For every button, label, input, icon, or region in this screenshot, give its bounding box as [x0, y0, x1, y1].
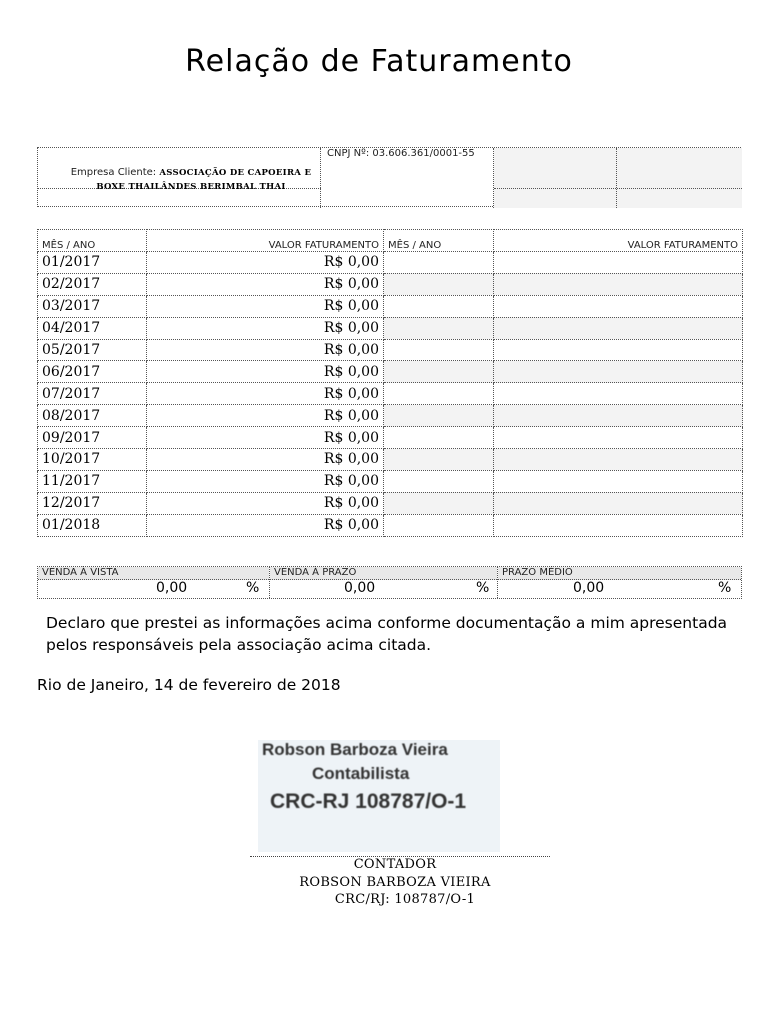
value-cell: R$ 0,00 [147, 295, 384, 317]
empty-cell [494, 514, 743, 536]
empty-cell [384, 427, 494, 449]
col-month-header: MÊS / ANO [38, 230, 147, 252]
value-cell: R$ 0,00 [147, 427, 384, 449]
table-row [38, 470, 743, 492]
declaration-text: Declaro que prestei as informações acima conforme documentação a mim apresentada pelos responsáveis pela associação acima citada. [46, 614, 728, 654]
month-cell: 07/2017 [38, 383, 147, 405]
a-vista-pct: % [246, 580, 260, 596]
empty-cell [494, 317, 743, 339]
signature-crc: CRC/RJ: 108787/O-1 [334, 892, 476, 907]
month-cell: 03/2017 [38, 295, 147, 317]
stamp-line-3: CRC-RJ 108787/O-1 [270, 790, 467, 813]
month-cell: 10/2017 [38, 449, 147, 471]
empty-cell [617, 148, 742, 208]
value-cell: R$ 0,00 [147, 339, 384, 361]
table-row [38, 427, 743, 449]
table-row [38, 252, 743, 274]
month-cell: 12/2017 [38, 492, 147, 514]
empty-cell [494, 252, 743, 274]
stamp-line-1: Robson Barboza Vieira [262, 740, 448, 759]
client-name: ASSOCIAÇÃO DE CAPOEIRA E BOXE THAILÂNDES BERIMBAL THAI [96, 168, 312, 192]
accountant-stamp [258, 740, 500, 852]
table-row [38, 361, 743, 383]
empty-cell [384, 317, 494, 339]
value-cell: R$ 0,00 [147, 383, 384, 405]
table-row [38, 383, 743, 405]
empty-cell [494, 449, 743, 471]
empty-cell [384, 449, 494, 471]
place-date: Rio de Janeiro, 14 de fevereiro de 2018 [37, 676, 341, 694]
empty-cell [384, 273, 494, 295]
empty-cell [494, 273, 743, 295]
signature-role: CONTADOR [353, 857, 437, 872]
month-cell: 01/2018 [38, 514, 147, 536]
table-row [38, 405, 743, 427]
empty-cell [494, 148, 617, 208]
summary-box [37, 566, 742, 599]
table-row [38, 295, 743, 317]
summary-a-prazo [270, 567, 498, 598]
empty-cell [494, 427, 743, 449]
page-title: Relação de Faturamento [185, 44, 573, 79]
empty-cell [384, 514, 494, 536]
value-cell: R$ 0,00 [147, 405, 384, 427]
a-prazo-pct: % [476, 580, 490, 596]
empty-cell [494, 361, 743, 383]
month-cell: 05/2017 [38, 339, 147, 361]
empty-cell [494, 339, 743, 361]
table-row [38, 449, 743, 471]
col-value-header: VALOR FATURAMENTO [147, 230, 384, 252]
value-cell: R$ 0,00 [147, 449, 384, 471]
empty-cell [384, 405, 494, 427]
client-label: Empresa Cliente: [70, 167, 157, 178]
empty-cell [494, 295, 743, 317]
billing-table [37, 229, 743, 537]
month-cell: 04/2017 [38, 317, 147, 339]
value-cell: R$ 0,00 [147, 252, 384, 274]
cnpj-text: CNPJ Nº: 03.606.361/0001-55 [327, 148, 475, 159]
empty-cell [494, 492, 743, 514]
value-cell: R$ 0,00 [147, 361, 384, 383]
value-cell: R$ 0,00 [147, 492, 384, 514]
row-divider [494, 188, 742, 189]
month-cell: 06/2017 [38, 361, 147, 383]
prazo-medio-value: 0,00 [573, 580, 605, 596]
a-prazo-value: 0,00 [344, 580, 376, 596]
table-header-row [38, 230, 743, 252]
prazo-medio-label: PRAZO MÉDIO [498, 567, 741, 580]
empty-cell [384, 295, 494, 317]
empty-cell [384, 470, 494, 492]
empty-cell [494, 383, 743, 405]
summary-a-vista [38, 567, 270, 598]
a-prazo-label: VENDA À PRAZO [270, 567, 497, 580]
empty-cell [494, 405, 743, 427]
month-cell: 02/2017 [38, 273, 147, 295]
stamp-line-2: Contabilista [312, 764, 410, 783]
month-cell: 01/2017 [38, 252, 147, 274]
client-info [56, 166, 326, 194]
empty-cell [494, 470, 743, 492]
value-cell: R$ 0,00 [147, 514, 384, 536]
table-row [38, 492, 743, 514]
prazo-medio-pct: % [718, 580, 732, 596]
month-cell: 09/2017 [38, 427, 147, 449]
empty-cell [384, 492, 494, 514]
month-cell: 11/2017 [38, 470, 147, 492]
table-row [38, 273, 743, 295]
table-row [38, 514, 743, 536]
month-cell: 08/2017 [38, 405, 147, 427]
a-vista-label: VENDA À VISTA [38, 567, 269, 580]
value-cell: R$ 0,00 [147, 273, 384, 295]
col-month-header-2: MÊS / ANO [384, 230, 494, 252]
empty-cell [384, 252, 494, 274]
table-row [38, 317, 743, 339]
col-value-header-2: VALOR FATURAMENTO [494, 230, 743, 252]
empty-cell [384, 383, 494, 405]
empty-cell [384, 361, 494, 383]
value-cell: R$ 0,00 [147, 470, 384, 492]
table-row [38, 339, 743, 361]
value-cell: R$ 0,00 [147, 317, 384, 339]
summary-prazo-medio [498, 567, 741, 598]
signature-name: ROBSON BARBOZA VIEIRA [299, 875, 491, 890]
empty-cell [384, 339, 494, 361]
a-vista-value: 0,00 [156, 580, 188, 596]
